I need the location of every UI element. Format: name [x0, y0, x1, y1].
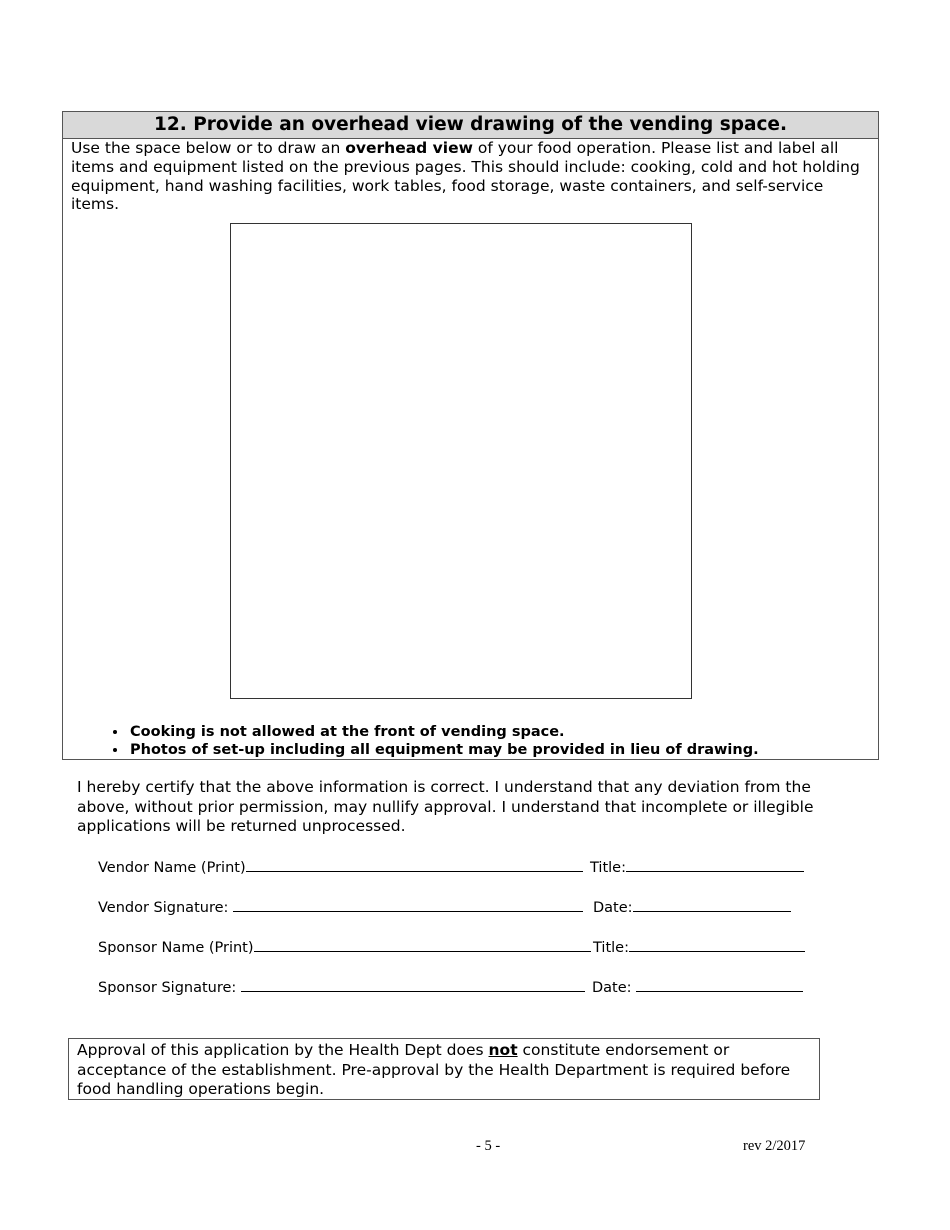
drawing-area[interactable]	[230, 223, 692, 699]
vendor-name-row	[98, 857, 818, 877]
section-instructions	[63, 139, 878, 214]
vendor-name-label: Vendor Name (Print)	[98, 860, 246, 876]
vendor-signature-label: Vendor Signature:	[98, 900, 229, 916]
instructions-emphasis: overhead view	[345, 139, 473, 157]
revision-label: rev 2/2017	[743, 1138, 806, 1154]
note-item: • Cooking is not allowed at the front of vending space.	[128, 724, 759, 742]
sponsor-signature-label: Sponsor Signature:	[98, 980, 237, 996]
vendor-date-label: Date:	[593, 900, 633, 916]
vendor-date-field[interactable]	[633, 897, 791, 912]
sponsor-name-row	[98, 937, 818, 957]
approval-text: Approval of this application by the Health Dept does	[77, 1041, 489, 1059]
page-number: - 5 -	[476, 1138, 501, 1154]
sponsor-date-label: Date:	[592, 980, 632, 996]
vendor-title-label: Title:	[590, 860, 626, 876]
vendor-title-field[interactable]	[626, 857, 804, 872]
notes-list	[98, 724, 759, 759]
instructions-text: Use the space below or to draw an	[71, 139, 346, 157]
sponsor-name-label: Sponsor Name (Print)	[98, 940, 254, 956]
vendor-signature-row	[98, 897, 818, 917]
vendor-name-field[interactable]	[246, 857, 583, 872]
certification-statement: I hereby certify that the above information is correct. I understand that any deviation from the above, without prior permission, may nullify approval. I understand that incomplete or illegible applications will be returned unprocessed.	[77, 778, 814, 835]
sponsor-signature-field[interactable]	[241, 977, 585, 992]
approval-text-continued: constitute endorsement or acceptance of the establishment. Pre-approval by the Health Department is required before food handling operations begin.	[77, 1041, 791, 1098]
sponsor-signature-row	[98, 977, 818, 997]
overhead-drawing-section	[62, 111, 879, 760]
section-title: 12. Provide an overhead view drawing of the vending space.	[63, 112, 878, 139]
sponsor-date-field[interactable]	[636, 977, 803, 992]
vendor-signature-field[interactable]	[233, 897, 583, 912]
instructions-text-continued: of your food operation. Please list and label all items and equipment listed on the previous pages. This should include: cooking, cold and hot holding equipment, hand washing facilities, work tables, food storage, waste containers, and self-service items.	[71, 139, 860, 214]
note-item: • Photos of set-up including all equipment may be provided in lieu of drawing.	[128, 742, 759, 760]
approval-notice	[68, 1038, 820, 1100]
sponsor-title-field[interactable]	[629, 937, 805, 952]
approval-emphasis: not	[488, 1041, 518, 1059]
sponsor-name-field[interactable]	[254, 937, 591, 952]
sponsor-title-label: Title:	[593, 940, 629, 956]
